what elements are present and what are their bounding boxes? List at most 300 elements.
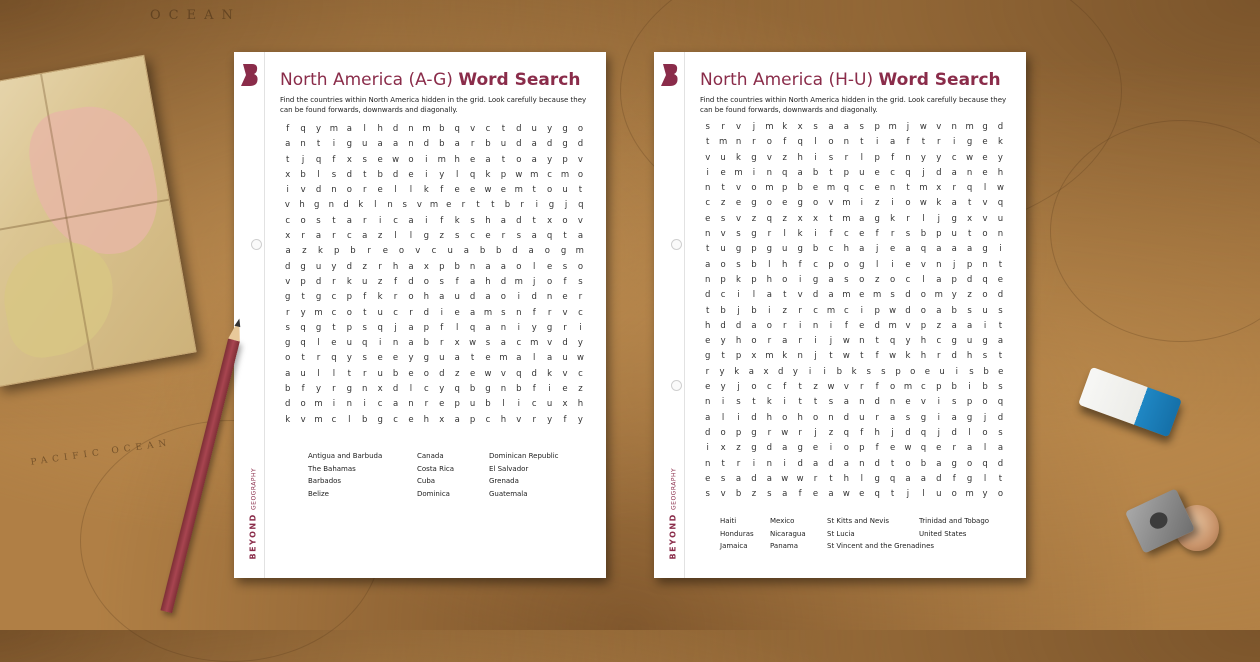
grid-letter: x <box>439 414 445 425</box>
grid-row <box>280 308 588 323</box>
grid-letter: d <box>577 139 584 150</box>
grid-letter: t <box>363 307 367 318</box>
grid-letter: d <box>936 167 942 178</box>
grid-letter: e <box>469 185 476 196</box>
grid-row <box>700 229 1008 244</box>
grid-letter: a <box>392 399 399 410</box>
grid-letter: g <box>966 137 973 148</box>
grid-letter: z <box>578 384 583 395</box>
word-list-col-3 <box>489 450 559 500</box>
word-item: Jamaica <box>720 542 748 550</box>
grid-letter: o <box>516 261 522 272</box>
grid-letter: p <box>751 274 757 285</box>
grid-letter: a <box>936 244 942 255</box>
grid-row <box>280 200 588 215</box>
word-item: St Vincent and the Grenadines <box>827 542 935 550</box>
grid-letter: p <box>735 427 742 438</box>
grid-letter: r <box>332 384 336 395</box>
grid-letter: p <box>346 292 353 303</box>
grid-letter: c <box>547 169 552 180</box>
grid-letter: l <box>409 231 413 242</box>
grid-letter: x <box>423 261 429 272</box>
word-list-col-1 <box>308 450 382 500</box>
grid-letter: i <box>814 229 817 240</box>
grid-row <box>700 382 1008 397</box>
grid-row <box>280 246 588 261</box>
grid-letter: e <box>377 185 383 196</box>
grid-letter: q <box>843 427 850 438</box>
grid-letter: l <box>394 185 397 196</box>
grid-letter: o <box>562 215 568 226</box>
grid-letter: d <box>874 397 880 408</box>
grid-letter: e <box>454 307 460 318</box>
grid-letter: e <box>705 382 711 393</box>
grid-letter: d <box>997 458 1004 469</box>
grid-letter: c <box>813 305 818 316</box>
grid-letter: n <box>889 397 896 408</box>
beyond-logo-icon <box>660 63 680 87</box>
grid-letter: o <box>300 215 306 226</box>
grid-letter: b <box>951 382 957 393</box>
grid-letter: s <box>285 322 290 333</box>
grid-letter: v <box>736 183 742 194</box>
grid-letter: l <box>922 274 925 285</box>
grid-letter: y <box>547 154 553 165</box>
grid-letter: r <box>362 368 367 379</box>
grid-letter: k <box>318 246 323 257</box>
word-list-col-3 <box>827 515 934 553</box>
grid-letter: q <box>469 169 476 180</box>
grid-letter: a <box>812 458 819 469</box>
grid-letter: n <box>843 137 850 148</box>
grid-letter: a <box>797 167 803 178</box>
grid-letter: i <box>814 336 817 347</box>
grid-letter: k <box>936 198 942 209</box>
grid-letter: d <box>905 305 911 316</box>
grid-letter: g <box>315 322 322 333</box>
grid-letter: j <box>737 305 740 316</box>
grid-letter: i <box>783 397 786 408</box>
grid-letter: m <box>934 290 943 301</box>
grid-row <box>280 353 588 368</box>
grid-letter: k <box>485 169 491 180</box>
grid-letter: n <box>328 200 335 211</box>
grid-letter: w <box>469 338 477 349</box>
grid-letter: c <box>766 382 772 393</box>
grid-letter: k <box>454 215 460 226</box>
grid-letter: d <box>343 200 349 211</box>
grid-letter: u <box>315 261 322 272</box>
grid-letter: v <box>920 259 926 270</box>
grid-letter: u <box>447 246 453 257</box>
grid-letter: w <box>576 353 584 364</box>
grid-letter: o <box>720 427 726 438</box>
grid-row <box>700 397 1008 412</box>
grid-letter: r <box>875 412 879 423</box>
grid-letter: f <box>891 152 895 163</box>
grid-letter: l <box>533 261 536 272</box>
grid-letter: c <box>346 231 352 242</box>
grid-row <box>700 214 1008 229</box>
grid-letter: m <box>422 124 431 134</box>
grid-letter: j <box>829 336 833 347</box>
grid-letter: a <box>485 322 491 333</box>
grid-letter: n <box>735 137 742 148</box>
grid-letter: a <box>843 122 849 132</box>
grid-letter: e <box>859 229 865 240</box>
grid-letter: c <box>905 274 911 285</box>
grid-letter: p <box>828 259 834 270</box>
grid-letter: t <box>476 200 480 211</box>
grid-letter: n <box>408 399 414 410</box>
grid-letter: a <box>905 244 911 255</box>
grid-letter: w <box>484 185 492 196</box>
grid-letter: a <box>408 322 414 333</box>
grid-letter: i <box>814 152 817 163</box>
grid-letter: m <box>919 183 928 194</box>
grid-letter: c <box>921 382 926 393</box>
map-label-pacific: PACIFIC OCEAN <box>29 438 172 468</box>
grid-letter: o <box>516 154 522 165</box>
grid-letter: p <box>751 244 757 255</box>
grid-letter: a <box>705 259 711 270</box>
grid-letter: o <box>346 307 352 318</box>
grid-letter: d <box>285 261 291 272</box>
grid-letter: d <box>439 368 445 379</box>
grid-letter: b <box>982 382 988 393</box>
grid-letter: g <box>859 259 865 270</box>
grid-letter: r <box>332 231 336 242</box>
grid-row <box>280 139 588 154</box>
grid-letter: t <box>890 458 895 469</box>
grid-letter: t <box>998 320 1003 331</box>
grid-letter: p <box>920 320 927 331</box>
grid-letter: q <box>578 200 584 211</box>
grid-letter: u <box>362 276 368 287</box>
grid-letter: a <box>889 412 896 423</box>
grid-letter: t <box>563 231 567 242</box>
grid-letter: i <box>798 320 802 331</box>
grid-letter: w <box>842 351 850 362</box>
grid-letter: a <box>967 244 973 255</box>
grid-letter: l <box>317 368 320 379</box>
grid-letter: w <box>392 154 400 165</box>
word-item: Dominican Republic <box>489 452 559 460</box>
grid-letter: j <box>814 427 817 438</box>
grid-letter: u <box>939 366 945 377</box>
grid-letter: i <box>860 305 863 316</box>
grid-letter: e <box>859 320 865 331</box>
word-list-col-4 <box>919 515 989 540</box>
grid-letter: q <box>300 338 306 349</box>
grid-letter: r <box>952 443 956 454</box>
grid-letter: l <box>533 353 536 364</box>
grid-letter: t <box>829 167 833 178</box>
grid-letter: o <box>982 229 988 240</box>
grid-letter: m <box>560 169 570 180</box>
grid-letter: t <box>301 353 305 364</box>
grid-letter: l <box>875 259 879 270</box>
grid-letter: o <box>285 353 291 364</box>
grid-letter: t <box>998 259 1003 270</box>
grid-letter: m <box>903 382 913 393</box>
grid-row <box>700 137 1008 152</box>
grid-letter: w <box>889 305 897 316</box>
grid-letter: t <box>721 458 725 469</box>
grid-letter: n <box>859 336 865 347</box>
grid-letter: i <box>768 305 771 316</box>
grid-letter: c <box>424 384 429 395</box>
grid-letter: a <box>500 338 506 349</box>
grid-letter: w <box>996 183 1004 194</box>
grid-letter: o <box>828 137 834 148</box>
grid-letter: e <box>408 169 414 180</box>
grid-letter: o <box>500 292 506 303</box>
grid-letter: h <box>423 292 430 303</box>
grid-letter: v <box>516 414 522 425</box>
grid-letter: t <box>829 351 833 362</box>
grid-letter: a <box>905 473 911 484</box>
grid-letter: i <box>517 292 520 303</box>
grid-letter: b <box>920 229 927 240</box>
grid-letter: w <box>796 473 804 484</box>
grid-letter: s <box>439 276 444 287</box>
grid-letter: k <box>851 366 857 377</box>
grid-letter: e <box>705 213 711 224</box>
grid-letter: o <box>982 397 988 408</box>
grid-letter: a <box>346 124 352 134</box>
grid-letter: c <box>890 167 895 178</box>
grid-letter: g <box>313 200 320 211</box>
grid-letter: v <box>470 124 476 134</box>
grid-letter: a <box>748 366 754 377</box>
grid-letter: e <box>924 366 931 377</box>
grid-letter: t <box>998 351 1003 362</box>
grid-letter: h <box>843 473 850 484</box>
grid-letter: a <box>782 443 788 454</box>
grid-letter: m <box>530 169 539 180</box>
grid-letter: e <box>998 366 1004 377</box>
word-item: Cuba <box>417 477 436 485</box>
grid-letter: f <box>440 185 444 196</box>
grid-letter: b <box>362 414 368 425</box>
grid-letter: p <box>454 399 460 410</box>
grid-letter: e <box>889 244 896 255</box>
grid-letter: d <box>751 412 757 423</box>
grid-letter: f <box>301 384 305 395</box>
grid-letter: j <box>983 412 987 423</box>
grid-letter: j <box>752 122 756 132</box>
grid-letter: q <box>362 338 368 349</box>
grid-letter: g <box>377 414 383 425</box>
grid-letter: i <box>860 198 863 209</box>
grid-letter: v <box>577 215 583 226</box>
grid-letter: o <box>967 458 973 469</box>
grid-letter: b <box>423 338 430 349</box>
grid-letter: s <box>516 231 522 242</box>
grid-letter: h <box>997 167 1004 178</box>
grid-letter: c <box>531 399 537 410</box>
grid-letter: s <box>951 397 957 408</box>
grid-letter: e <box>997 274 1004 285</box>
grid-letter: p <box>334 246 340 257</box>
grid-letter: a <box>951 167 957 178</box>
grid-letter: b <box>920 458 927 469</box>
grid-letter: w <box>966 152 974 163</box>
grid-letter: g <box>766 244 773 255</box>
grid-letter: g <box>546 322 553 333</box>
grid-letter: p <box>843 167 850 178</box>
grid-letter: c <box>844 305 849 316</box>
grid-letter: z <box>751 213 757 224</box>
grid-letter: e <box>735 198 742 209</box>
grid-letter: p <box>966 259 973 270</box>
grid-letter: a <box>463 246 469 257</box>
grid-letter: v <box>285 276 291 287</box>
grid-letter: s <box>316 215 321 226</box>
grid-letter: q <box>300 124 306 134</box>
grid-letter: s <box>736 229 741 240</box>
grid-letter: m <box>826 305 836 316</box>
grid-letter: q <box>997 397 1004 408</box>
grid-letter: e <box>377 353 383 364</box>
grid-letter: u <box>720 152 726 163</box>
grid-letter: o <box>889 382 896 393</box>
grid-row <box>700 183 1008 198</box>
grid-letter: i <box>548 384 551 395</box>
grid-letter: m <box>842 290 851 301</box>
grid-letter: z <box>828 427 834 438</box>
grid-letter: c <box>331 292 337 303</box>
grid-letter: z <box>813 382 818 393</box>
grid-letter: v <box>905 320 911 331</box>
grid-letter: v <box>766 152 772 163</box>
grid-row <box>280 216 588 231</box>
grid-row <box>280 124 588 139</box>
grid-letter: f <box>440 322 444 333</box>
grid-letter: v <box>982 213 988 224</box>
grid-letter: c <box>578 368 583 379</box>
grid-letter: l <box>332 368 336 379</box>
grid-row <box>700 290 1008 305</box>
grid-letter: d <box>423 139 430 150</box>
grid-letter: y <box>982 489 988 500</box>
grid-letter: d <box>408 276 414 287</box>
grid-letter: t <box>967 198 972 209</box>
grid-letter: b <box>836 366 843 377</box>
grid-letter: i <box>891 259 894 270</box>
grid-letter: h <box>454 154 460 165</box>
grid-letter: s <box>454 231 460 242</box>
grid-letter: d <box>997 122 1004 132</box>
grid-letter: i <box>937 397 940 408</box>
sheet-spine <box>684 52 685 578</box>
grid-letter: d <box>751 473 757 484</box>
grid-letter: g <box>751 427 757 438</box>
grid-letter: v <box>547 338 553 349</box>
grid-letter: a <box>751 320 757 331</box>
brand-vertical-label: BEYOND GEOGRAPHY <box>668 467 678 560</box>
word-item: Trinidad and Tobago <box>919 517 990 525</box>
grid-letter: a <box>528 246 534 257</box>
grid-letter: u <box>531 124 537 134</box>
grid-letter: o <box>843 443 849 454</box>
eraser-decoration <box>1078 367 1182 437</box>
grid-letter: v <box>300 185 306 196</box>
grid-letter: h <box>485 215 491 226</box>
brand-vertical-label: BEYOND GEOGRAPHY <box>248 467 258 560</box>
grid-letter: q <box>982 274 988 285</box>
grid-letter: i <box>579 322 582 333</box>
grid-letter: b <box>812 244 819 255</box>
grid-letter: z <box>377 276 383 287</box>
grid-letter: h <box>423 414 430 425</box>
grid-letter: m <box>718 137 728 148</box>
grid-letter: d <box>512 246 518 257</box>
grid-letter: m <box>314 307 323 318</box>
grid-letter: f <box>440 215 444 226</box>
grid-letter: h <box>766 274 773 285</box>
grid-letter: g <box>951 213 957 224</box>
grid-letter: i <box>737 412 740 423</box>
grid-row <box>280 262 588 277</box>
grid-letter: p <box>439 261 445 272</box>
grid-letter: s <box>767 489 772 500</box>
grid-row <box>700 351 1008 366</box>
word-item: The Bahamas <box>308 464 356 473</box>
grid-letter: e <box>812 489 819 500</box>
grid-letter: y <box>316 384 322 395</box>
grid-letter: g <box>705 351 711 362</box>
grid-letter: e <box>382 246 388 257</box>
grid-letter: z <box>362 261 367 272</box>
grid-letter: e <box>982 137 988 148</box>
grid-letter: r <box>767 336 772 347</box>
grid-letter: l <box>721 412 725 423</box>
grid-letter: n <box>705 397 711 408</box>
grid-letter: s <box>905 412 911 423</box>
grid-row <box>700 336 1008 351</box>
grid-letter: u <box>982 305 988 316</box>
grid-letter: d <box>951 351 957 362</box>
grid-letter: c <box>377 399 383 410</box>
grid-letter: g <box>797 443 803 454</box>
grid-letter: n <box>705 274 711 285</box>
grid-letter: i <box>823 366 826 377</box>
grid-letter: z <box>782 213 787 224</box>
grid-letter: f <box>363 292 367 303</box>
grid-letter: d <box>797 458 803 469</box>
grid-letter: e <box>812 183 819 194</box>
word-item: Belize <box>308 489 329 498</box>
grid-letter: f <box>332 154 336 165</box>
grid-letter: w <box>484 368 492 379</box>
grid-letter: o <box>982 427 988 438</box>
grid-letter: a <box>439 292 445 303</box>
grid-letter: m <box>734 167 743 178</box>
page-title: North America (H-U) Word Search <box>700 70 1001 90</box>
word-item: Grenada <box>489 477 519 485</box>
grid-letter: g <box>285 338 291 349</box>
grid-letter: p <box>966 397 973 408</box>
grid-letter: u <box>362 139 368 150</box>
grid-letter: h <box>797 152 803 163</box>
grid-letter: a <box>531 139 537 150</box>
grid-letter: e <box>439 399 445 410</box>
grid-letter: k <box>782 122 788 132</box>
grid-letter: t <box>532 185 536 196</box>
grid-letter: r <box>813 473 818 484</box>
